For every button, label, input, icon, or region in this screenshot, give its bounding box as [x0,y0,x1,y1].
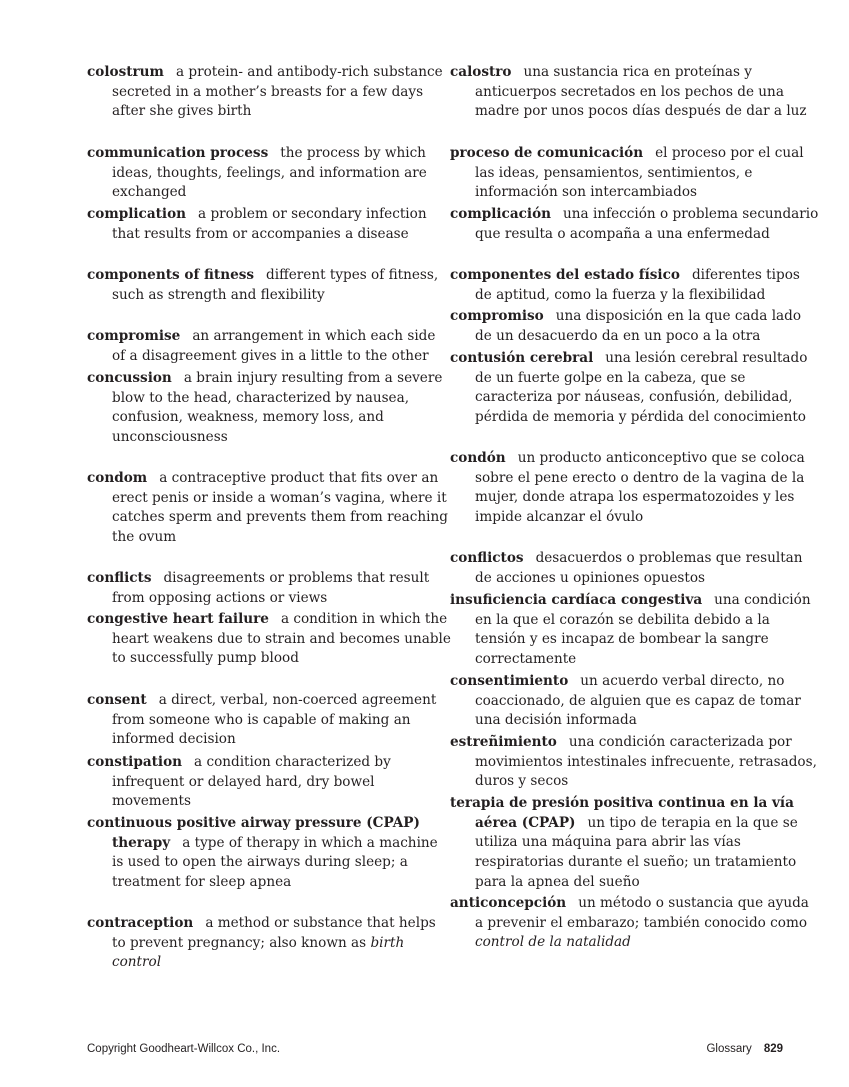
glossary-term: congestive heart failure [87,611,269,627]
glossary-term: components of fitness [87,267,255,283]
glossary-term: complicación [450,206,552,222]
page-footer [706,1043,783,1055]
glossary-entry [450,266,820,305]
glossary-definition: una infección o problema secundario que resulta o acompaña a una enfermedad [475,206,819,242]
glossary-definition: un método o sustancia que ayuda a prevenir el embarazo; también conocido como [475,895,809,931]
glossary-definition: a protein- and antibody-rich substance secreted in a mother’s breasts for a few days after she gives birth [112,64,443,120]
glossary-definition: una disposición en la que cada lado de un desacuerdo da en un poco a la otra [475,308,802,344]
glossary-entry [450,63,820,122]
glossary-entry [87,266,452,305]
glossary-term: continuous positive airway pressure (CPAP) therapy [87,815,420,851]
glossary-entry [87,144,452,203]
glossary-entry [450,349,820,428]
glossary-definition: a condition characterized by infrequent or delayed hard, dry bowel movements [112,754,391,810]
glossary-definition: un tipo de terapia en la que se utiliza una máquina para abrir las vías respiratorias durante el sueño; un tratamiento para la apnea del sueño [475,814,798,890]
glossary-entry [450,894,820,953]
glossary-term: calostro [450,64,512,80]
glossary-entry [450,144,820,203]
glossary-term: conflicts [87,570,152,586]
glossary-definition: diferentes tipos de aptitud, como la fuerza y la flexibilidad [475,267,800,303]
glossary-entry [450,449,820,528]
glossary-entry [87,327,452,366]
glossary-entry [450,307,820,346]
copyright-notice: Copyright Goodheart-Willcox Co., Inc. [87,1043,281,1055]
glossary-term: compromiso [450,308,544,324]
glossary-definition: a method or substance that helps to prevent pregnancy; also known as [112,915,436,951]
glossary-definition-italic: birth control [112,934,405,971]
glossary-entry [87,205,452,244]
glossary-entry [87,753,452,812]
glossary-entry [450,549,820,588]
glossary-entry [450,591,820,670]
page-number: 829 [763,1043,783,1055]
glossary-term: concussion [87,370,172,386]
glossary-entry [87,691,452,750]
glossary-entry [87,369,452,448]
section-label: Glossary [706,1043,752,1055]
glossary-term: anticoncepción [450,895,567,911]
glossary-term: condón [450,450,506,466]
glossary-definition: una lesión cerebral resultado de un fuerte golpe en la cabeza, que se caracteriza por náuseas, confusión, debilidad, pérdida de memoria y pérdida del conocimiento [475,350,808,426]
glossary-term: contraception [87,915,194,931]
glossary-definition: a problem or secondary infection that results from or accompanies a disease [112,206,427,242]
glossary-definition: una sustancia rica en proteínas y anticuerpos secretados en los pechos de una madre por unos pocos días después de dar a luz [475,64,807,120]
glossary-term: colostrum [87,64,164,80]
glossary-entry [450,733,820,792]
glossary-term: constipation [87,754,183,770]
glossary-entry [87,469,452,548]
glossary-entry [87,569,452,608]
glossary-definition: un producto anticonceptivo que se coloca sobre el pene erecto o dentro de la vagina de la mujer, donde atrapa los espermatozoides y les impide alcanzar el óvulo [475,450,805,526]
glossary-term: componentes del estado físico [450,267,680,283]
glossary-definition-italic: control de la natalidad [475,934,631,951]
glossary-definition: desacuerdos o problemas que resultan de acciones u opiniones opuestos [475,550,803,586]
glossary-entry [87,63,452,122]
glossary-term: compromise [87,328,181,344]
glossary-definition: an arrangement in which each side of a disagreement gives in a little to the other [112,328,436,364]
glossary-term: terapia de presión positiva continua en la vía aérea (CPAP) [450,795,794,831]
glossary-term: complication [87,206,187,222]
glossary-term: insuficiencia cardíaca congestiva [450,592,703,608]
glossary-term: consent [87,692,147,708]
glossary-definition: a contraceptive product that fits over an erect penis or inside a woman’s vagina, where it catches sperm and prevents them from reaching the ovum [112,470,448,546]
glossary-term: estreñimiento [450,734,557,750]
glossary-term: proceso de comunicación [450,145,644,161]
glossary-definition: the process by which ideas, thoughts, feelings, and information are exchanged [112,145,427,201]
glossary-definition: a condition in which the heart weakens due to strain and becomes unable to successfully pump blood [112,611,451,667]
glossary-entry [87,914,452,973]
glossary-definition: different types of fitness, such as strength and flexibility [112,267,439,303]
glossary-term: contusión cerebral [450,350,594,366]
glossary-definition: a direct, verbal, non-coerced agreement from someone who is capable of making an informed decision [112,692,437,748]
glossary-entry [450,205,820,244]
glossary-definition: un acuerdo verbal directo, no coaccionado, de alguien que es capaz de tomar una decisión informada [475,673,801,729]
glossary-entry [87,814,452,893]
glossary-definition: una condición caracterizada por movimientos intestinales infrecuente, retrasados, duros y secos [475,734,817,790]
glossary-entry [450,672,820,731]
glossary-term: communication process [87,145,269,161]
glossary-term: consentimiento [450,673,569,689]
glossary-definition: disagreements or problems that result from opposing actions or views [112,570,430,606]
glossary-definition: a type of therapy in which a machine is used to open the airways during sleep; a treatment for sleep apnea [112,834,438,891]
glossary-definition: a brain injury resulting from a severe blow to the head, characterized by nausea, confusion, weakness, memory loss, and unconsciousness [112,370,443,446]
glossary-term: condom [87,470,148,486]
glossary-entry [87,610,452,669]
glossary-definition: el proceso por el cual las ideas, pensamientos, sentimientos, e información son intercambiados [475,145,804,201]
glossary-term: conflictos [450,550,524,566]
glossary-definition: una condición en la que el corazón se debilita debido a la tensión y es incapaz de bombear la sangre correctamente [475,592,811,668]
glossary-entry [450,794,820,893]
